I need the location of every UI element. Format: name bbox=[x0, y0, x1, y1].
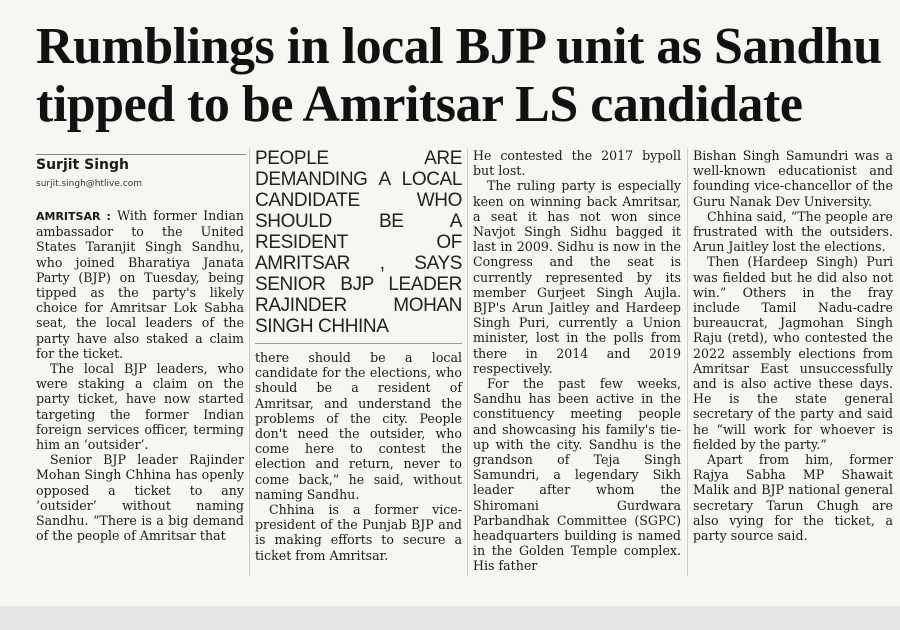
article-paragraph: Chhina is a former vice-president of the Punjab BJP and is making efforts to secure a ticket from Amritsar. bbox=[255, 502, 462, 563]
article-paragraph: Chhina said, “The people are frustrated with the outsiders. Arun Jaitley lost the elections. bbox=[693, 208, 893, 255]
article-column-2 bbox=[255, 148, 462, 563]
article-column-3 bbox=[473, 148, 681, 574]
bottom-margin-strip bbox=[0, 606, 900, 630]
dateline: AMRITSAR : bbox=[36, 210, 111, 223]
byline bbox=[36, 154, 246, 189]
byline-author: Surjit Singh bbox=[36, 157, 129, 173]
headline: Rumblings in local BJP unit as Sandhu tipped to be Amritsar LS candidate bbox=[36, 18, 882, 133]
article-paragraph: Bishan Singh Samundri was a well-known educationist and founding vice-chancellor of the Guru Nanak Dev University. bbox=[693, 148, 893, 209]
paragraph-text: With former Indian ambassador to the United States Taranjit Singh Sandhu, who joined Bharatiya Janata Party (BJP) on Tuesday, being tipped as the party's likely choice for Amritsar Lok Sabha seat, the local leaders of the party have also staked a claim for the ticket. bbox=[36, 208, 244, 361]
pull-quote: PEOPLE ARE DEMANDING A LOCAL CANDIDATE WHO SHOULD BE A RESIDENT OF AMRITSAR , SAYS SENIOR BJP LEADER RAJINDER MOHAN SINGH CHHINA bbox=[255, 148, 462, 344]
article-paragraph: The local BJP leaders, who were staking a claim on the party ticket, have now started targeting the former Indian foreign services officer, terming him an ‘outsider’. bbox=[36, 361, 244, 453]
article-paragraph: there should be a local candidate for the elections, who should be a resident of Amritsar, and understand the problems of the city. People don't need the outsider, who come here to contest the election and return, never to come back,” he said, without naming Sandhu. bbox=[255, 350, 462, 502]
article-paragraph: Then (Hardeep Singh) Puri was fielded but he did also not win.” Others in the fray include Tamil Nadu-cadre bureaucrat, Jagmohan Singh Raju (retd), who contested the 2022 assembly elections from Amritsar East unsuccessfully and is also active these days. He is the state general secretary of the party and said he “will work for whoever is fielded by the party.” bbox=[693, 254, 893, 452]
article-paragraph: The ruling party is especially keen on winning back Amritsar, a seat it has not won since Navjot Singh Sidhu bagged it last in 2009. Sidhu is now in the Congress and the seat is currently represented by its member Gurjeet Singh Aujla. BJP's Arun Jaitley and Hardeep Singh Puri, currently a Union minister, lost in the polls from there in 2014 and 2019 respectively. bbox=[473, 178, 681, 376]
column-divider bbox=[249, 148, 250, 576]
article-column-4 bbox=[693, 148, 893, 543]
article-paragraph: Senior BJP leader Rajinder Mohan Singh Chhina has openly opposed a ticket to any ‘outsider’ without naming Sandhu. “There is a big demand of the people of Amritsar that bbox=[36, 452, 244, 544]
article-paragraph: Apart from him, former Rajya Sabha MP Shawait Malik and BJP national general secretary Tarun Chugh are also vying for the ticket, a party source said. bbox=[693, 452, 893, 544]
article-column-1 bbox=[36, 208, 244, 543]
article-paragraph: He contested the 2017 bypoll but lost. bbox=[473, 148, 681, 179]
column-divider bbox=[467, 148, 468, 576]
column-divider bbox=[687, 148, 688, 576]
article-paragraph bbox=[36, 208, 244, 361]
article-paragraph: For the past few weeks, Sandhu has been active in the constituency meeting people and showcasing his family's tie-up with the city. Sandhu is the grandson of Teja Singh Samundri, a legendary Sikh leader after whom the Shiromani Gurdwara Parbandhak Committee (SGPC) headquarters building is named in the Golden Temple complex. His father bbox=[473, 376, 681, 574]
byline-email: surjit.singh@htlive.com bbox=[36, 179, 142, 189]
